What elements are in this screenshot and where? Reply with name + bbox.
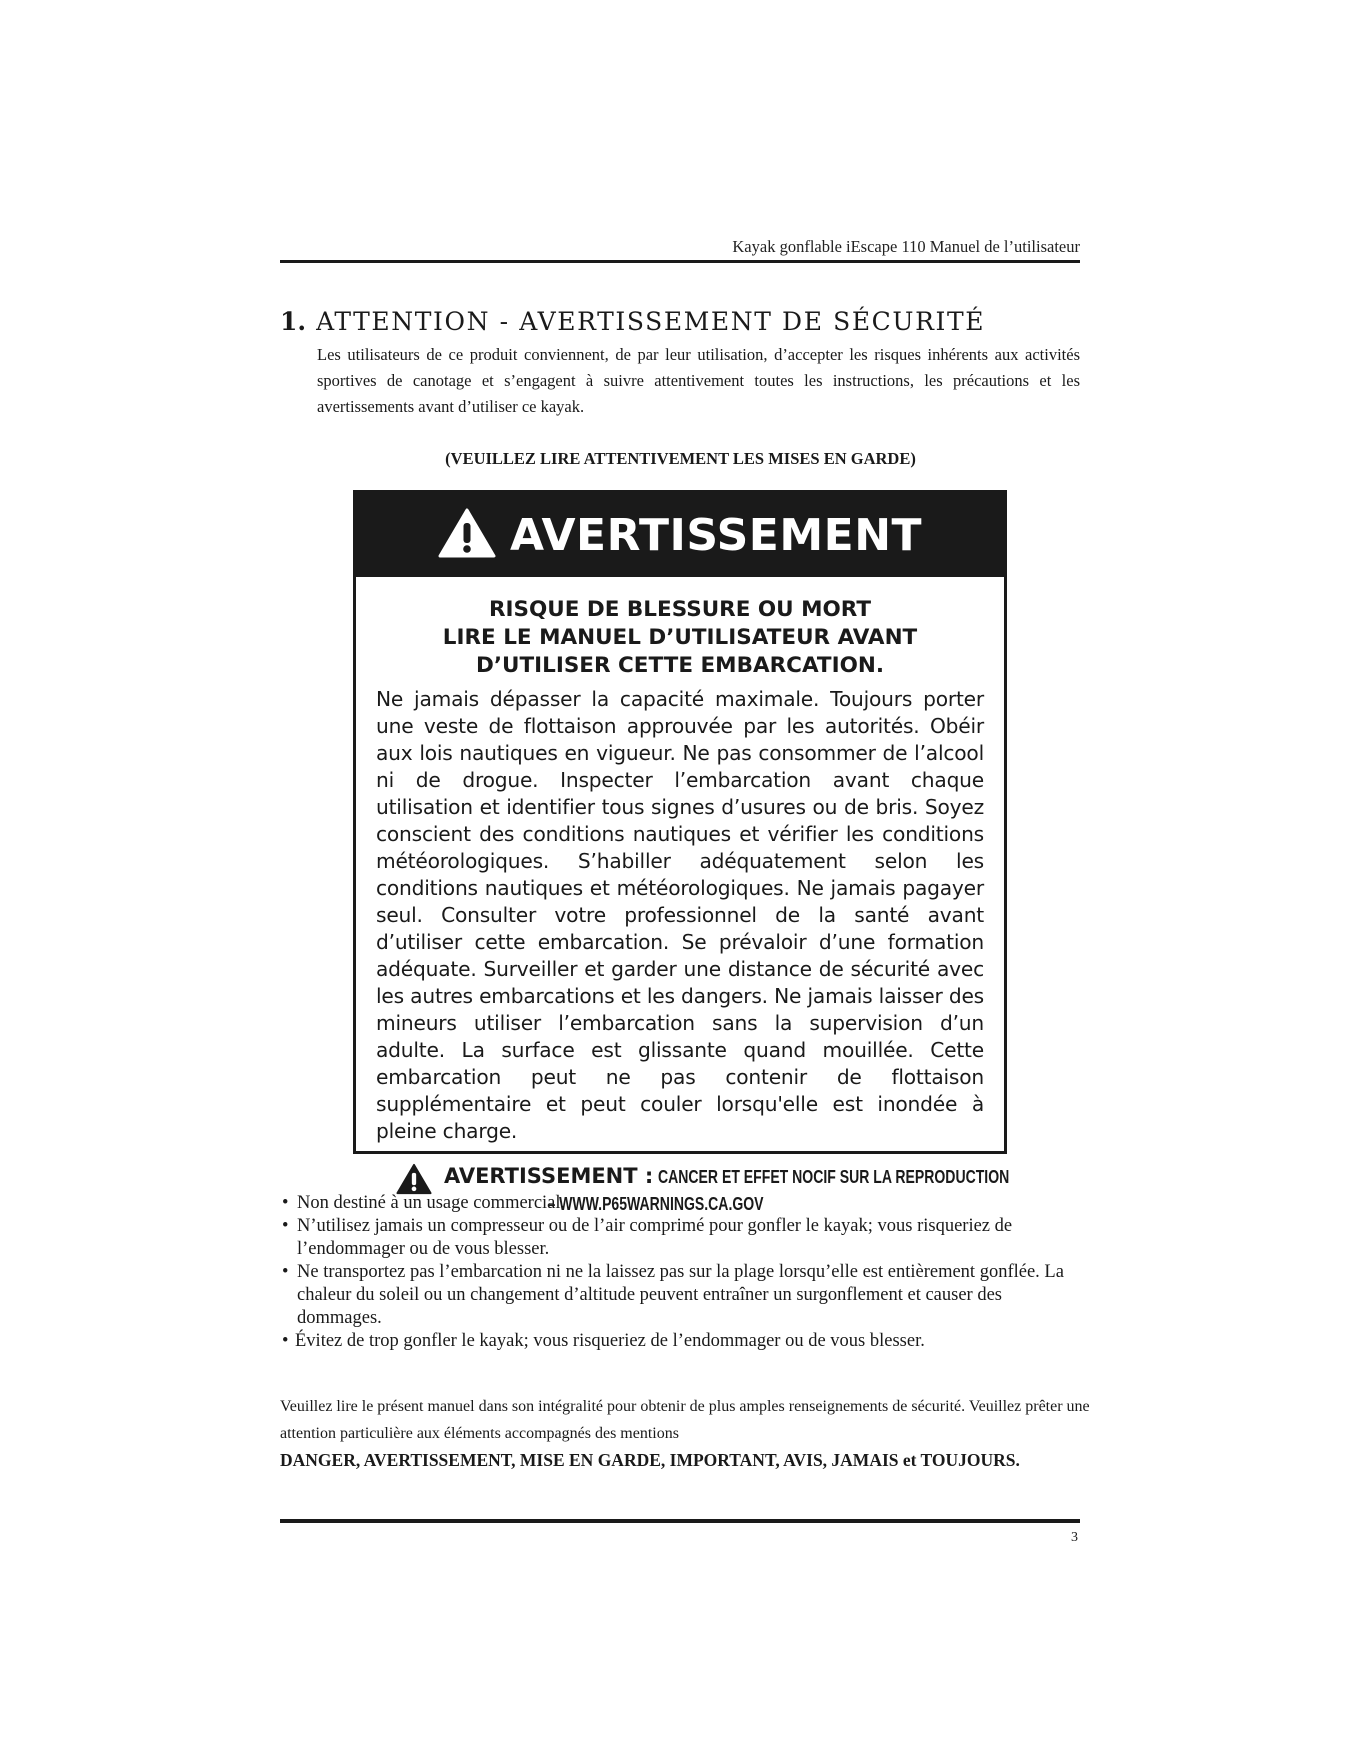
list-item: • N’utilisez jamais un compresseur ou de l’air comprimé pour gonfler le kayak; vous risqueriez de l’endommager ou de vous blesser. <box>282 1216 1013 1259</box>
read-note: (VEUILLEZ LIRE ATTENTIVEMENT LES MISES EN GARDE) <box>445 449 916 468</box>
warning-header <box>356 493 1004 577</box>
closing-emphasis: DANGER, AVERTISSEMENT, MISE EN GARDE, IMPORTANT, AVIS, JAMAIS et TOUJOURS. <box>280 1450 1020 1470</box>
list-item: • Ne transportez pas l’embarcation ni ne la laissez pas sur la plage lorsqu’elle est entièrement gonflée. La chaleur du soleil ou un changement d’altitude peuvent entraîner un surgonflement et causer des dommages. <box>282 1262 1064 1328</box>
safety-bullet-list <box>282 1192 1082 1353</box>
section-number: 1. <box>280 307 307 336</box>
warning-subtitle-line: LIRE LE MANUEL D’UTILISATEUR AVANT <box>442 625 918 650</box>
warning-title: AVERTISSEMENT <box>509 509 923 561</box>
page-number: 3 <box>1071 1530 1078 1545</box>
prop65-label: AVERTISSEMENT : <box>444 1164 654 1188</box>
warning-triangle-icon <box>438 507 496 563</box>
running-header: Kayak gonflable iEscape 110 Manuel de l’utilisateur <box>732 237 1080 256</box>
list-item: • Non destiné à un usage commercial. <box>282 1193 566 1213</box>
closing-text: Veuillez lire le présent manuel dans son intégralité pour obtenir de plus amples renseignements de sécurité. Veuillez prêter une attention particulière aux éléments accompagnés des mentions <box>280 1398 1090 1442</box>
closing-paragraph <box>280 1393 1090 1474</box>
prop65-text: CANCER ET EFFET NOCIF SUR LA REPRODUCTION <box>658 1167 1010 1187</box>
warning-body: Ne jamais dépasser la capacité maximale. Toujours porter une veste de flottaison approuvée par les autorités. Obéir aux lois nautiques en vigueur. Ne pas consommer de l’alcool ni de drogue. Inspecter l’embarcation avant chaque utilisation et identifier tous signes d’usures ou de bris. Soyez conscient des conditions nautiques et vérifier les conditions météorologiques. S’habiller adéquatement selon les conditions nautiques et météorologiques. Ne jamais pagayer seul. Consulter votre professionnel de la santé avant d’utiliser cette embarcation. Se prévaloir d’une formation adéquate. Surveiller et garder une distance de sécurité avec les autres embarcations et les dangers. Ne jamais laisser des mineurs utiliser l’embarcation sans la supervision d’un adulte. La surface est glissante quand mouillée. Cette embarcation peut ne pas contenir de flottaison supplémentaire et peut couler lorsqu'elle est inondée à pleine charge. <box>376 687 984 1143</box>
intro-paragraph: Les utilisateurs de ce produit conviennent, de par leur utilisation, d’accepter les risques inhérents aux activités sportives de canotage et s’engagent à suivre attentivement toutes les instructions, les précautions et les avertissements avant d’utiliser ce kayak. <box>317 345 1080 416</box>
footer-rule <box>280 1519 1080 1523</box>
prop65-link: – WWW.P65WARNINGS.CA.GOV <box>547 1194 765 1214</box>
header-rule <box>280 260 1080 263</box>
list-item: • Évitez de trop gonfler le kayak; vous risqueriez de l’endommager ou de vous blesser. <box>282 1331 925 1351</box>
warning-subtitle <box>356 596 1004 680</box>
warning-subtitle-line: D’UTILISER CETTE EMBARCATION. <box>475 653 885 678</box>
warning-subtitle-line: RISQUE DE BLESSURE OU MORT <box>488 597 872 622</box>
section-title-text: ATTENTION - AVERTISSEMENT DE SÉCURITÉ <box>316 307 986 336</box>
section-title <box>280 307 985 336</box>
